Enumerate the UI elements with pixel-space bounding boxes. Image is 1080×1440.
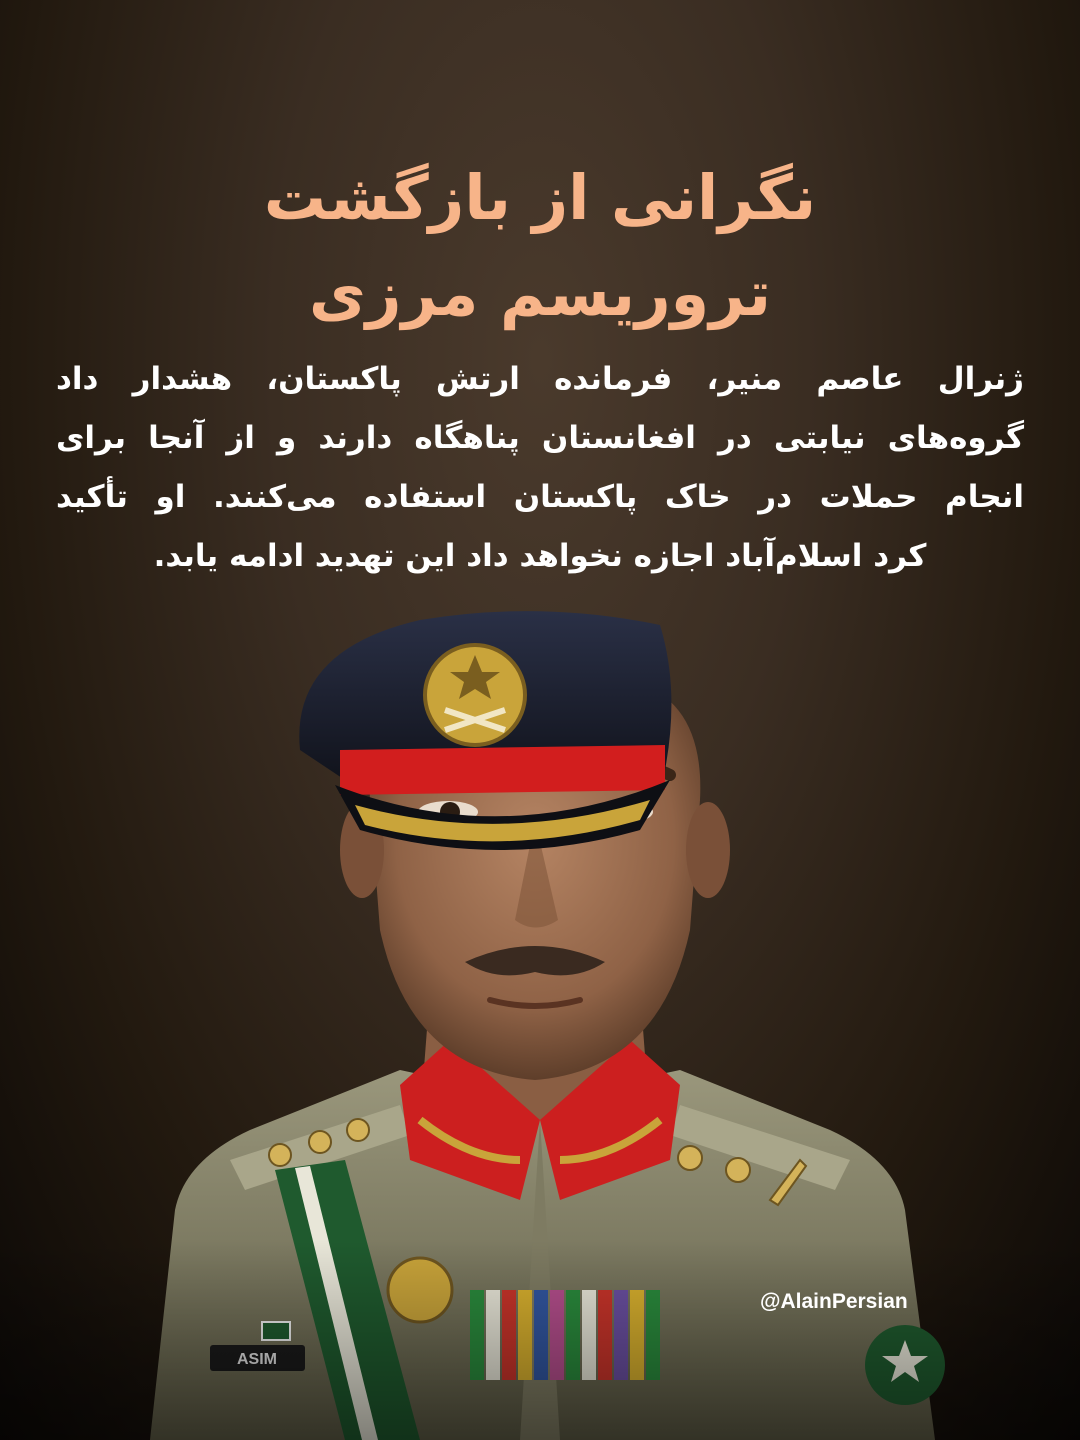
- body-line-3: انجام حملات در خاک پاکستان استفاده می‌کنند. او تأکید: [56, 479, 1024, 515]
- right-ear: [686, 802, 730, 898]
- credit-handle: @AlainPersian: [760, 1290, 908, 1313]
- body-paragraph: [56, 350, 1024, 586]
- general-portrait: [0, 600, 1080, 1440]
- body-line-2: گروه‌های نیابتی در افغانستان پناهگاه دارند و از آنجا برای: [56, 420, 1024, 456]
- headline-line-1: نگرانی از بازگشت: [263, 161, 817, 234]
- cap-band: [340, 745, 665, 795]
- headline: [0, 150, 1080, 342]
- headline-line-2: تروریسم مرزی: [308, 257, 772, 330]
- body-line-1: ژنرال عاصم منیر، فرمانده ارتش پاکستان، هشدار داد: [56, 361, 1024, 397]
- body-line-4: کرد اسلام‌آباد اجازه نخواهد داد این تهدید ادامه یابد.: [153, 538, 927, 574]
